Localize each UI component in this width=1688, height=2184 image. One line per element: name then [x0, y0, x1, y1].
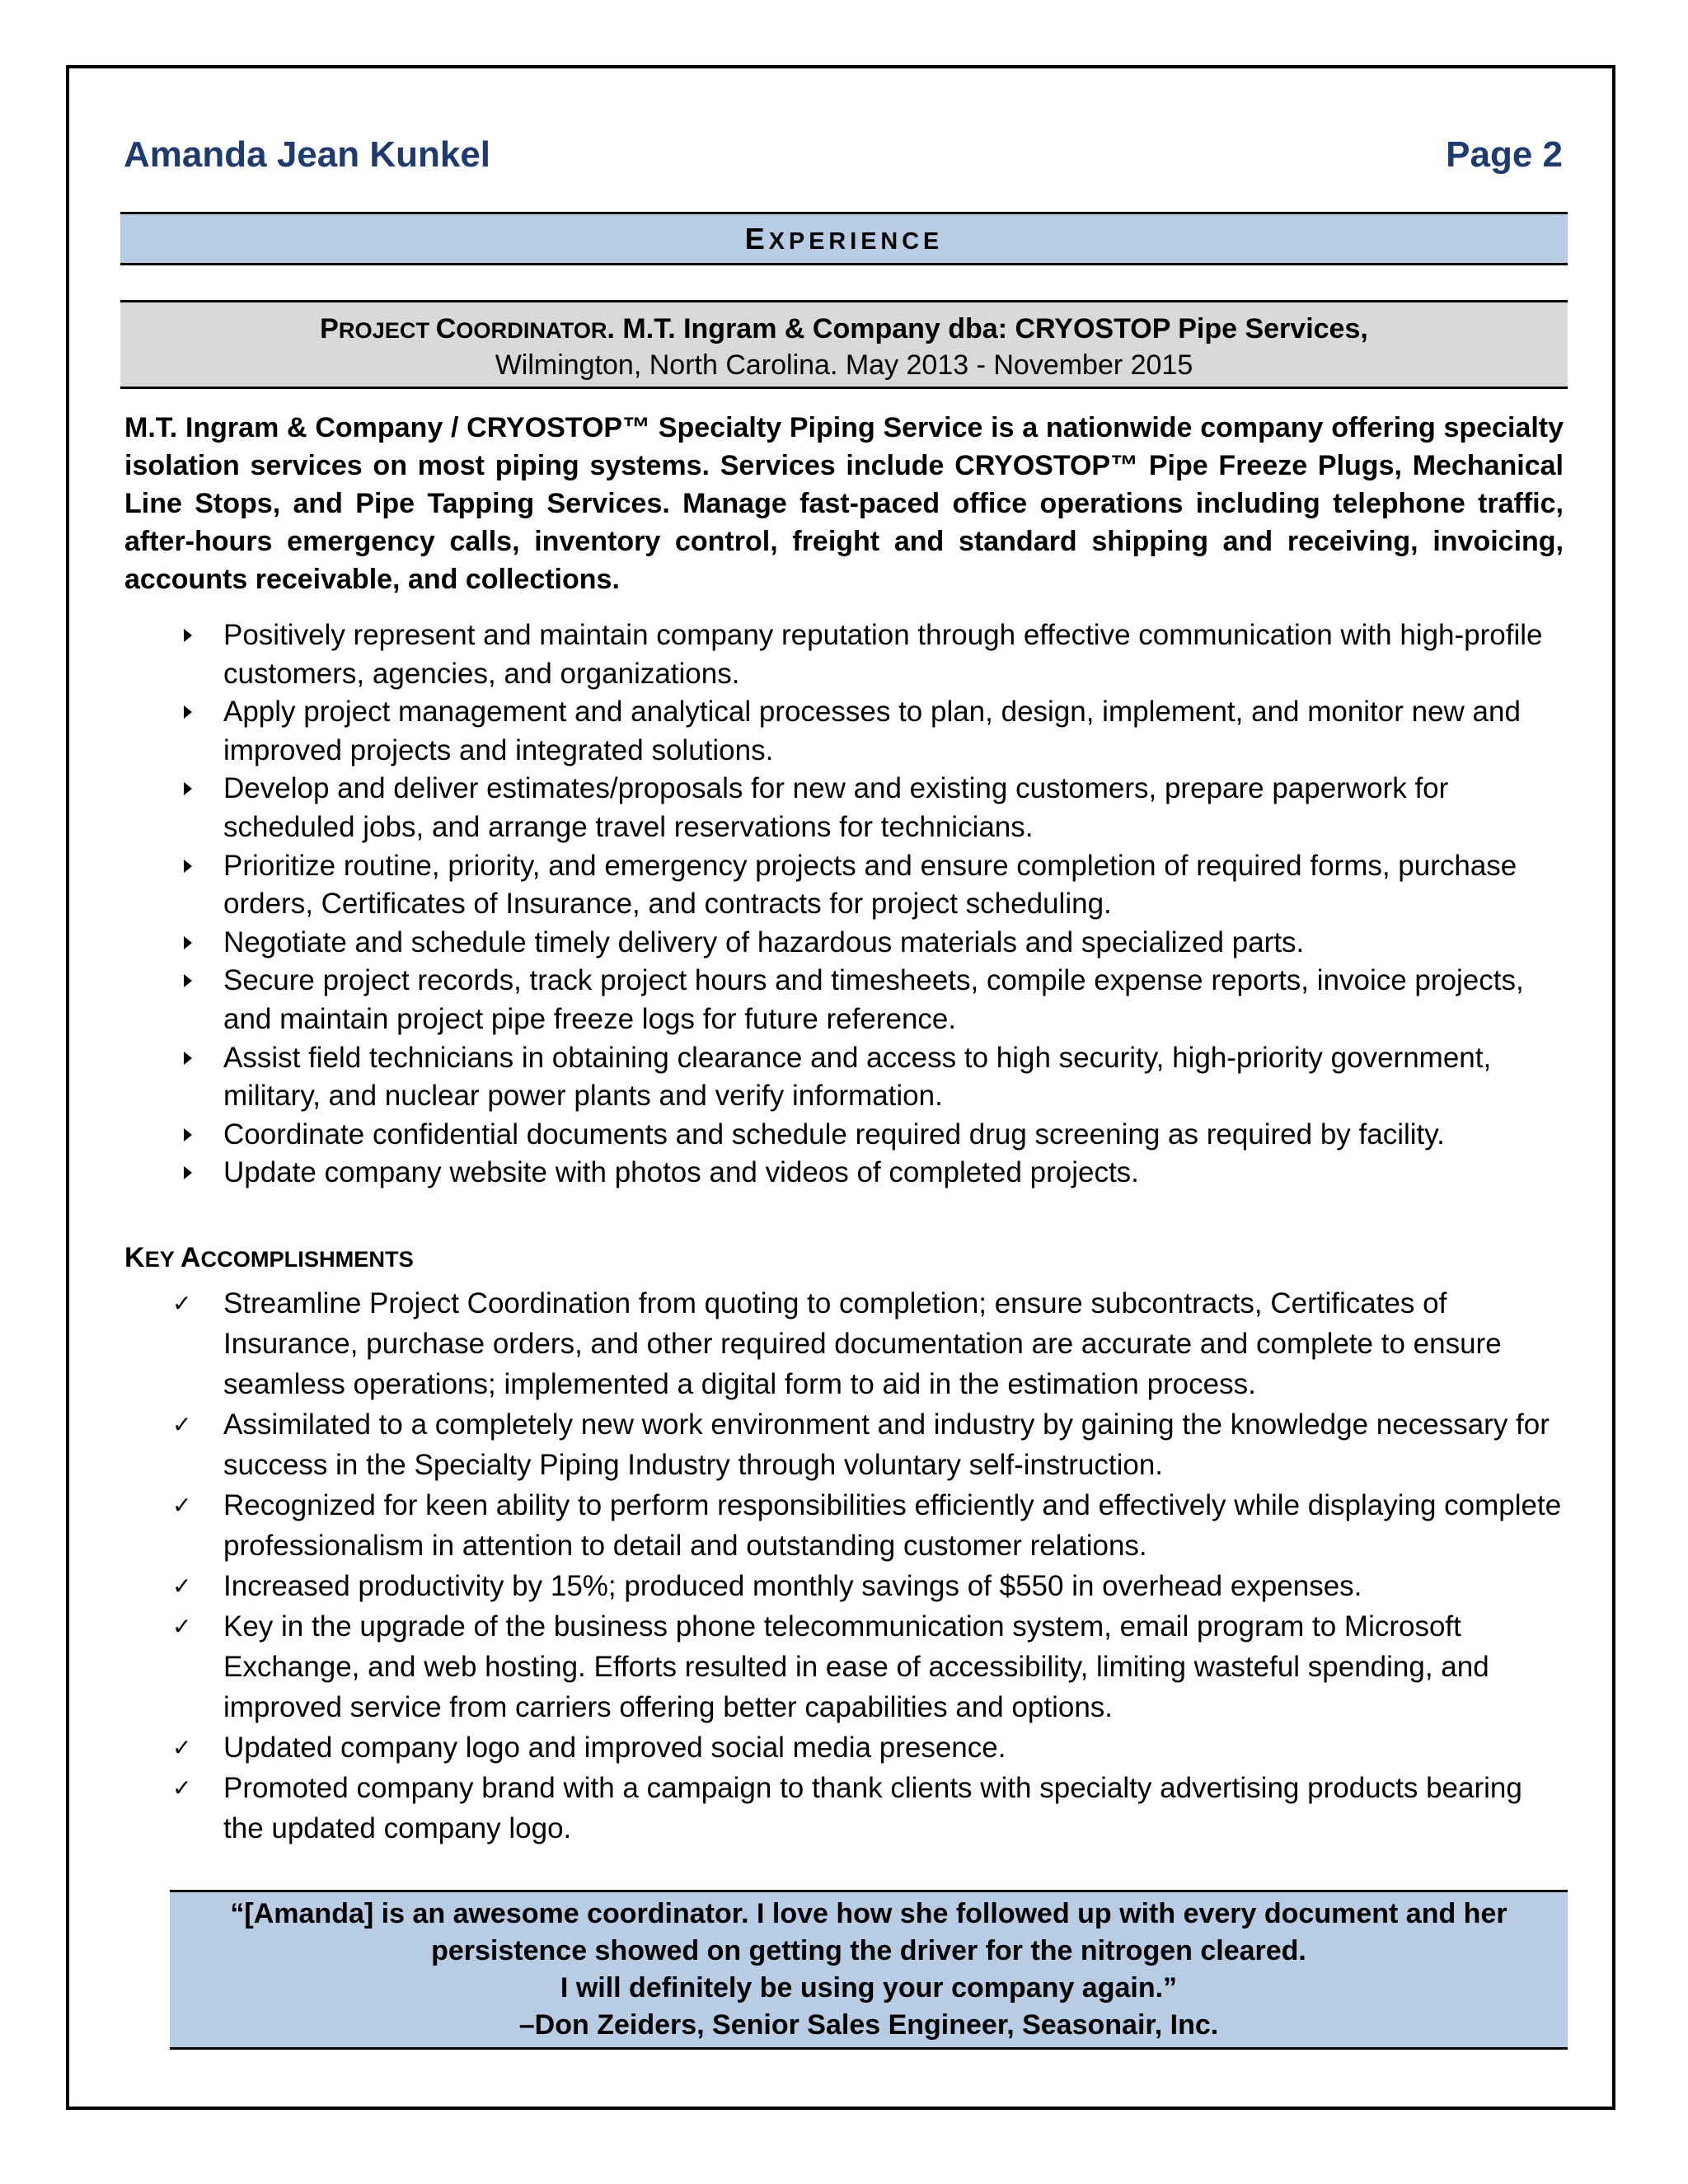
- testimonial-attribution: –Don Zeiders, Senior Sales Engineer, Seasonair, Inc.: [518, 2009, 1219, 2041]
- triangle-bullet-icon: [184, 974, 192, 987]
- checkmark-icon: ✓: [172, 1734, 192, 1761]
- triangle-bullet-icon: [184, 782, 192, 795]
- page-number: Page 2: [1446, 134, 1563, 175]
- checkmark-icon: ✓: [172, 1572, 192, 1600]
- triangle-bullet-icon: [184, 629, 192, 642]
- checkmark-icon: ✓: [172, 1290, 192, 1317]
- job-location-dates: Wilmington, North Carolina. May 2013 - November 2015: [495, 349, 1193, 381]
- list-item: Negotiate and schedule timely delivery of hazardous materials and specialized parts.: [124, 924, 1564, 963]
- checkmark-icon: ✓: [172, 1774, 192, 1802]
- experience-section-header: [120, 212, 1568, 265]
- list-item: ✓ Recognized for keen ability to perform responsibilities efficiently and effectively while displaying complete professionalism in attention to detail and outstanding customer relations.: [124, 1485, 1564, 1566]
- list-item: Update company website with photos and videos of completed projects.: [124, 1154, 1564, 1193]
- list-item: Coordinate confidential documents and schedule required drug screening as required by facility.: [124, 1116, 1564, 1155]
- list-item: ✓ Updated company logo and improved social media presence.: [124, 1727, 1564, 1768]
- job-title-line: [120, 312, 1568, 347]
- testimonial-line-2: persistence showed on getting the driver for the nitrogen cleared.: [431, 1935, 1306, 1966]
- company-summary: M.T. Ingram & Company / CRYOSTOP™ Specialty Piping Service is a nationwide company offering specialty isolation services on most piping systems. Services include CRYOSTOP™ Pipe Freeze Plugs, Mechanical Line Stops, and Pipe Tapping Services. Manage fast-paced office operations including telephone traffic, after-hours emergency calls, inventory control, freight and standard shipping and receiving, invoicing, accounts receivable, and collections.: [124, 412, 1564, 595]
- list-item: ✓ Promoted company brand with a campaign to thank clients with specialty advertising products bearing the updated company logo.: [124, 1768, 1564, 1849]
- candidate-name: Amanda Jean Kunkel: [124, 134, 491, 175]
- section-title-rest: XPERIENCE: [768, 228, 944, 255]
- job-title-c: C: [435, 313, 457, 344]
- checkmark-icon: ✓: [172, 1492, 192, 1519]
- checkmark-icon: ✓: [172, 1411, 192, 1438]
- list-item: ✓ Assimilated to a completely new work environment and industry by gaining the knowledge necessary for success in the Specialty Piping Industry through voluntary self-instruction.: [124, 1404, 1564, 1485]
- job-title-oordinator: OORDINATOR: [456, 317, 607, 343]
- list-item: Positively represent and maintain company reputation through effective communication with high-profile customers, agencies, and organizations.: [124, 616, 1564, 693]
- list-item: ✓ Increased productivity by 15%; produced monthly savings of $550 in overhead expenses.: [124, 1566, 1564, 1606]
- job-header: [120, 300, 1568, 389]
- testimonial-line-1: “[Amanda] is an awesome coordinator. I love how she followed up with every document and her: [230, 1898, 1507, 1929]
- triangle-bullet-icon: [184, 860, 192, 873]
- list-item: Develop and deliver estimates/proposals for new and existing customers, prepare paperwork for scheduled jobs, and arrange travel reservations for technicians.: [124, 770, 1564, 846]
- section-title-initial: E: [744, 222, 769, 255]
- checkmark-icon: ✓: [172, 1613, 192, 1640]
- triangle-bullet-icon: [184, 1128, 192, 1141]
- responsibilities-list: [124, 616, 1564, 1193]
- list-item: Assist field technicians in obtaining clearance and access to high security, high-priority government, military, and nuclear power plants and verify information.: [124, 1039, 1564, 1116]
- list-item: Secure project records, track project hours and timesheets, compile expense reports, invoice projects, and maintain project pipe freeze logs for future reference.: [124, 962, 1564, 1038]
- list-item: Apply project management and analytical processes to plan, design, implement, and monitor new and improved projects and integrated solutions.: [124, 693, 1564, 770]
- triangle-bullet-icon: [184, 936, 192, 949]
- list-item: ✓ Streamline Project Coordination from quoting to completion; ensure subcontracts, Certificates of Insurance, purchase orders, and other required documentation are accurate and complete to ensure seamless operations; implemented a digital form to aid in the estimation process.: [124, 1283, 1564, 1404]
- testimonial-box: [170, 1890, 1568, 2050]
- testimonial-line-3: I will definitely be using your company again.”: [560, 1972, 1178, 2004]
- triangle-bullet-icon: [184, 705, 192, 719]
- company-name: . M.T. Ingram & Company dba: CRYOSTOP Pipe Services,: [607, 313, 1368, 344]
- triangle-bullet-icon: [184, 1166, 192, 1179]
- key-accomplishments-heading: KEY ACCOMPLISHMENTS: [124, 1242, 414, 1273]
- job-title-p: P: [320, 313, 339, 344]
- triangle-bullet-icon: [184, 1052, 192, 1065]
- job-title-roject: ROJECT: [338, 317, 436, 343]
- accomplishments-list: [124, 1283, 1564, 1849]
- list-item: Prioritize routine, priority, and emergency projects and ensure completion of required forms, purchase orders, Certificates of Insurance, and contracts for project scheduling.: [124, 847, 1564, 924]
- list-item: ✓ Key in the upgrade of the business phone telecommunication system, email program to Microsoft Exchange, and web hosting. Efforts resulted in ease of accessibility, limiting wasteful spending, and improved service from carriers offering better capabilities and options.: [124, 1606, 1564, 1727]
